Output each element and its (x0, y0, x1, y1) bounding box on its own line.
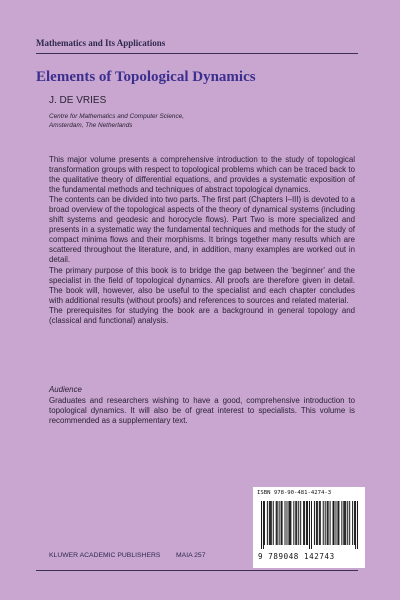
top-divider (36, 53, 358, 54)
barcode-bar (355, 501, 356, 549)
barcode-bar (323, 501, 324, 545)
book-title: Elements of Topological Dynamics (36, 69, 256, 85)
barcode-bar (349, 501, 350, 545)
barcode-bar (325, 501, 326, 545)
barcode-bar (337, 501, 338, 545)
barcode-bar (285, 501, 286, 545)
barcode-bar (282, 501, 283, 545)
volume-number: MAIA 257 (176, 552, 206, 559)
affiliation-line: Amsterdam, The Netherlands (49, 122, 133, 129)
audience-heading: Audience (49, 385, 82, 394)
barcode-bar (270, 501, 271, 545)
barcode-bar (357, 501, 358, 549)
barcode-bar (261, 501, 262, 549)
barcode-bar (334, 501, 335, 545)
barcode-bar (343, 501, 344, 545)
barcode-bar (311, 501, 312, 549)
barcode-bar (309, 501, 310, 549)
barcode-bar (264, 501, 265, 545)
barcode-bar (335, 501, 336, 545)
barcode-bar (338, 501, 339, 545)
barcode-image (259, 501, 361, 549)
barcode-bar (327, 501, 328, 545)
barcode-number: 9 789048 142743 (258, 552, 335, 561)
barcode-bar (317, 501, 318, 545)
barcode-bar (341, 501, 342, 545)
barcode-bar (330, 501, 331, 545)
barcode-bar (290, 501, 291, 545)
barcode-bar (344, 501, 345, 545)
barcode-bar (273, 501, 274, 545)
barcode-bar (296, 501, 297, 545)
barcode-bar (347, 501, 348, 545)
barcode-bar (319, 501, 320, 545)
barcode-bar (276, 501, 277, 545)
description-paragraph: The contents can be divided into two parts. The first part (Chapters I–III) is devoted to a broad overview of the topological aspects of the theory of dynamical systems (including shift systems and geodesic and horocycle flows). Part Two is more specialized and presents in a systematic way the fundamental techniques and methods for the study of compact minima flows and their morphisms. It brings together many results which are scattered throughout the literature, and, in addition, many examples are worked out in detail. (49, 195, 355, 265)
isbn-label: ISBN 978-90-481-4274-3 (257, 490, 332, 496)
barcode-bar (263, 501, 264, 549)
barcode-bar (286, 501, 287, 545)
barcode-bar (320, 501, 321, 545)
description-paragraph: The primary purpose of this book is to bridge the gap between the 'beginner' and the specialist in the field of topological dynamics. All proofs are therefore given in detail. The book will, however, also be useful to the specialist and each chapter concludes with additional results (without proofs) and references to sources and related material. (49, 265, 355, 305)
barcode-bar (281, 501, 282, 545)
barcode-bar (289, 501, 290, 545)
barcode-bar (277, 501, 278, 545)
barcode-bar (354, 501, 355, 545)
barcode-bar (300, 501, 301, 545)
barcode-bar (288, 501, 289, 545)
barcode-bar (295, 501, 296, 545)
barcode-bar (352, 501, 353, 545)
barcode-bar (269, 501, 270, 545)
affiliation-line: Centre for Mathematics and Computer Science, (49, 113, 184, 120)
audience-text: Graduates and researchers wishing to have a good, comprehensive introduction to topological dynamics. It will also be of great interest to specialists. This volume is recommended as a supplementary text. (49, 396, 355, 426)
bottom-divider (36, 570, 358, 571)
barcode-bar (279, 501, 280, 545)
barcode-bar (306, 501, 307, 545)
barcode-bar (304, 501, 305, 545)
series-name: Mathematics and Its Applications (36, 38, 166, 48)
barcode-bar (307, 501, 308, 545)
barcode-bar (271, 501, 272, 545)
author-affiliation (49, 112, 184, 130)
barcode-bar (345, 501, 346, 545)
description-paragraph: This major volume presents a comprehensive introduction to the study of topological transformation groups with respect to topological problems which can be traced back to the qualitative theory of differential equations, and provides a systematic exposition of the fundamental methods and techniques of abstract topological dynamics. (49, 155, 355, 195)
book-description (49, 155, 355, 326)
barcode-bar (328, 501, 329, 545)
author-name: J. DE VRIES (49, 95, 107, 106)
barcode-bar (293, 501, 294, 545)
barcode-bar (267, 501, 268, 545)
barcode-bar (303, 501, 304, 545)
barcode-bar (316, 501, 317, 545)
description-paragraph: The prerequisites for studying the book are a background in general topology and (classical and functional) analysis. (49, 305, 355, 325)
publisher-name: KLUWER ACADEMIC PUBLISHERS (49, 552, 161, 559)
barcode-bar (314, 501, 315, 545)
barcode-bar (333, 501, 334, 545)
barcode-bar (298, 501, 299, 545)
